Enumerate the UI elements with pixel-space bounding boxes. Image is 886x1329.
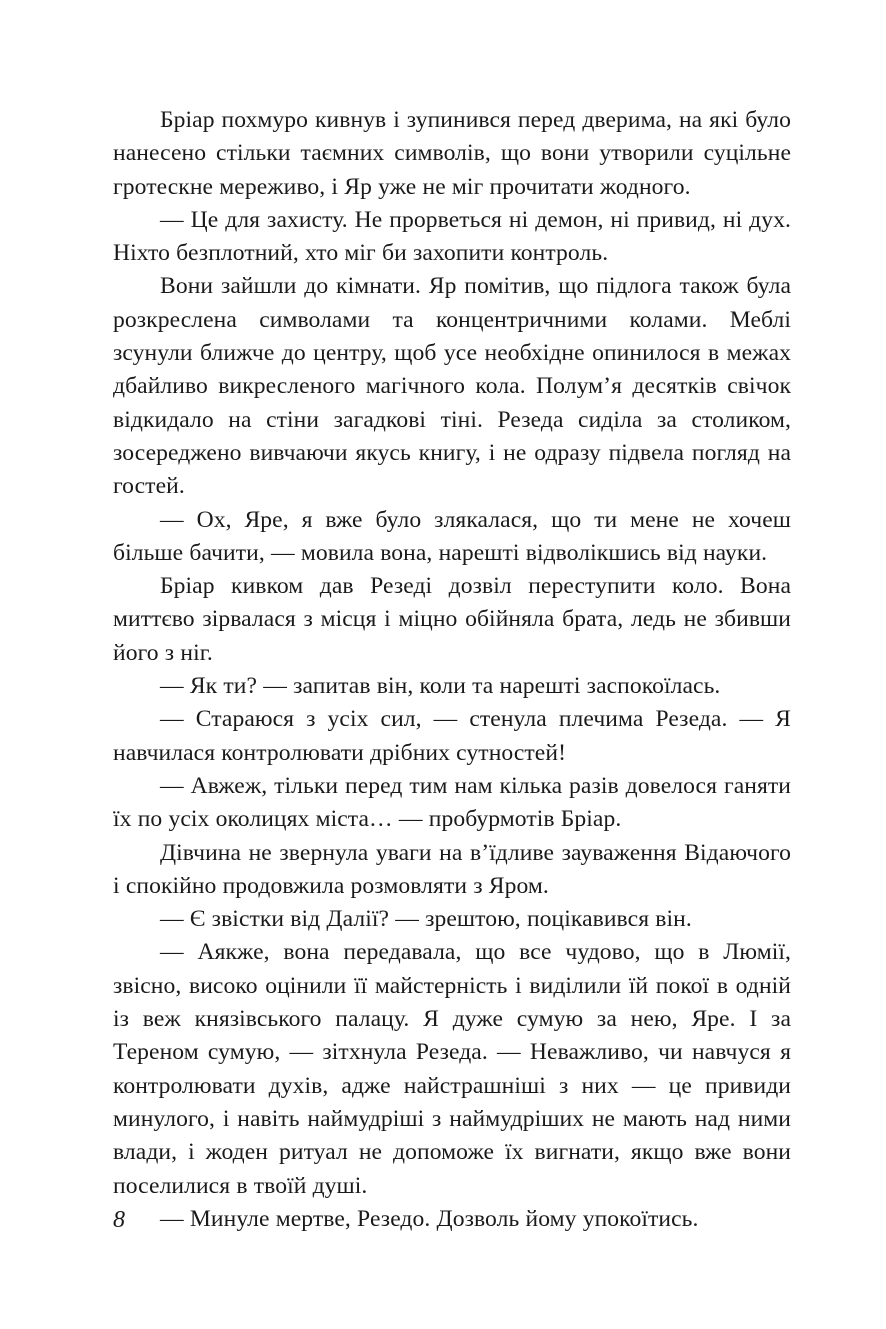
- paragraph: Вони зайшли до кімнати. Яр помітив, що підлога також була розкреслена символами та концентричними колами. Меблі зсунули ближче до центру, щоб усе необхідне опинилося в межах дбайливо викресленого магічного кола. Полум’я десятків свічок відкидало на стіни загадкові тіні. Резеда сиділа за столиком, зосереджено вивчаючи якусь книгу, і не одразу підвела погляд на гостей.: [113, 273, 791, 500]
- paragraph: — Стараюся з усіх сил, — стенула плечима Резеда. — Я навчилася контролювати дрібних сутностей!: [113, 706, 791, 766]
- paragraph: — Авжеж, тільки перед тим нам кілька разів довелося ганяти їх по усіх околицях міста… — пробурмотів Бріар.: [113, 772, 791, 833]
- paragraph: — Минуле мертве, Резедо. Дозволь йому упокоїтись.: [160, 1205, 699, 1232]
- body-text-block: [113, 104, 791, 1236]
- paragraph: Бріар кивком дав Резеді дозвіл переступити коло. Вона миттєво зірвалася з місця і міцно обійняла брата, ледь не збивши його з ніг.: [113, 573, 791, 666]
- paragraph: — Є звістки від Далії? — зрештою, поцікавився він.: [160, 906, 692, 933]
- paragraph: Бріар похмуро кивнув і зупинився перед дверима, на які було нанесено стільки таємних символів, що вони утворили суцільне гротескне мереживо, і Яр уже не міг прочитати жодного.: [113, 107, 791, 200]
- paragraph: — Аякже, вона передавала, що все чудово, що в Люмії, звісно, високо оцінили її майстерність і виділили їй покої в одній із веж князівського палацу. Я дуже сумую за нею, Яре. І за Тереном сумую, — зітхнула Резеда. — Неважливо, чи навчуся я контролювати духів, адже найстрашніші з них — це привиди минулого, і навіть наймудріші з наймудріших не мають над ними влади, і жоден ритуал не допоможе їх вигнати, якщо вже вони поселилися в твоїй душі.: [113, 939, 791, 1199]
- paragraph: — Як ти? — запитав він, коли та нарешті заспокоїлась.: [160, 673, 721, 700]
- paragraph: — Це для захисту. Не прорветься ні демон, ні привид, ні дух. Ніхто безплотний, хто міг би захопити контроль.: [113, 206, 791, 267]
- paragraph: Дівчина не звернула уваги на в’їдливе зауваження Відаючого і спокійно продовжила розмовляти з Яром.: [113, 839, 791, 899]
- paragraph: — Ох, Яре, я вже було злякалася, що ти мене не хочеш більше бачити, — мовила вона, нарешті відволікшись від науки.: [113, 506, 791, 566]
- page-number: 8: [113, 1207, 125, 1233]
